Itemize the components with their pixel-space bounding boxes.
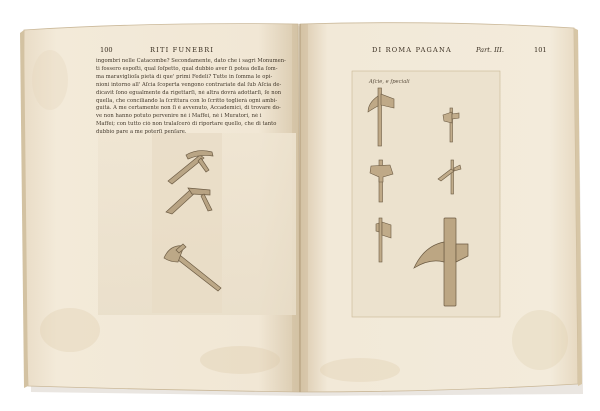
plate-caption: Aſcie, e ſpeciali <box>369 79 410 85</box>
left-running-head: RITI FUNEBRI <box>150 46 215 54</box>
left-plate <box>98 133 296 315</box>
part-label: Part. III. <box>476 46 504 54</box>
left-body-text <box>96 58 296 137</box>
body-line: ingombri nelle Catacombe? Secondamente, dato che i sagri Monumen- <box>96 58 286 64</box>
body-line: dubbio pare a me poterſi penſare. <box>96 129 187 136</box>
body-line: ti fossero espoſti, qual ſoſpetto, qual dubbio aver ſi potea della ſom- <box>96 65 278 72</box>
right-page-number: 101 <box>534 46 547 54</box>
body-line: ma maraviglioſa pietà di que' primi Fedeli? Tutte in ſomma le opi- <box>96 73 273 80</box>
right-running-head: DI ROMA PAGANA <box>372 46 452 54</box>
body-line: quella, che conciliando la ſcrittura con lo ſcritto toglierà ogni ambi- <box>96 97 278 104</box>
left-page-number: 100 <box>100 46 113 54</box>
body-line: Maffei; con tutto ciò non tralaſcerò di riportare quello, che di tanto <box>96 121 277 128</box>
body-line: nioni intorno all' Aſcia ſcoperta vengono contrariate dal ſub Aſcia de- <box>96 81 282 88</box>
body-line: dicavit ſono egualmente da rigettarſi, nè altra dovrà adottarſi, ſe non <box>96 89 282 96</box>
body-line: guità. A me certamente non ſi è avvenuto, Accademici, di trovare do- <box>96 105 281 112</box>
body-line: ve non hanno potuto pervenire nè i Maffei, nè i Muratori, nè i <box>96 113 262 120</box>
right-plate <box>352 71 500 317</box>
